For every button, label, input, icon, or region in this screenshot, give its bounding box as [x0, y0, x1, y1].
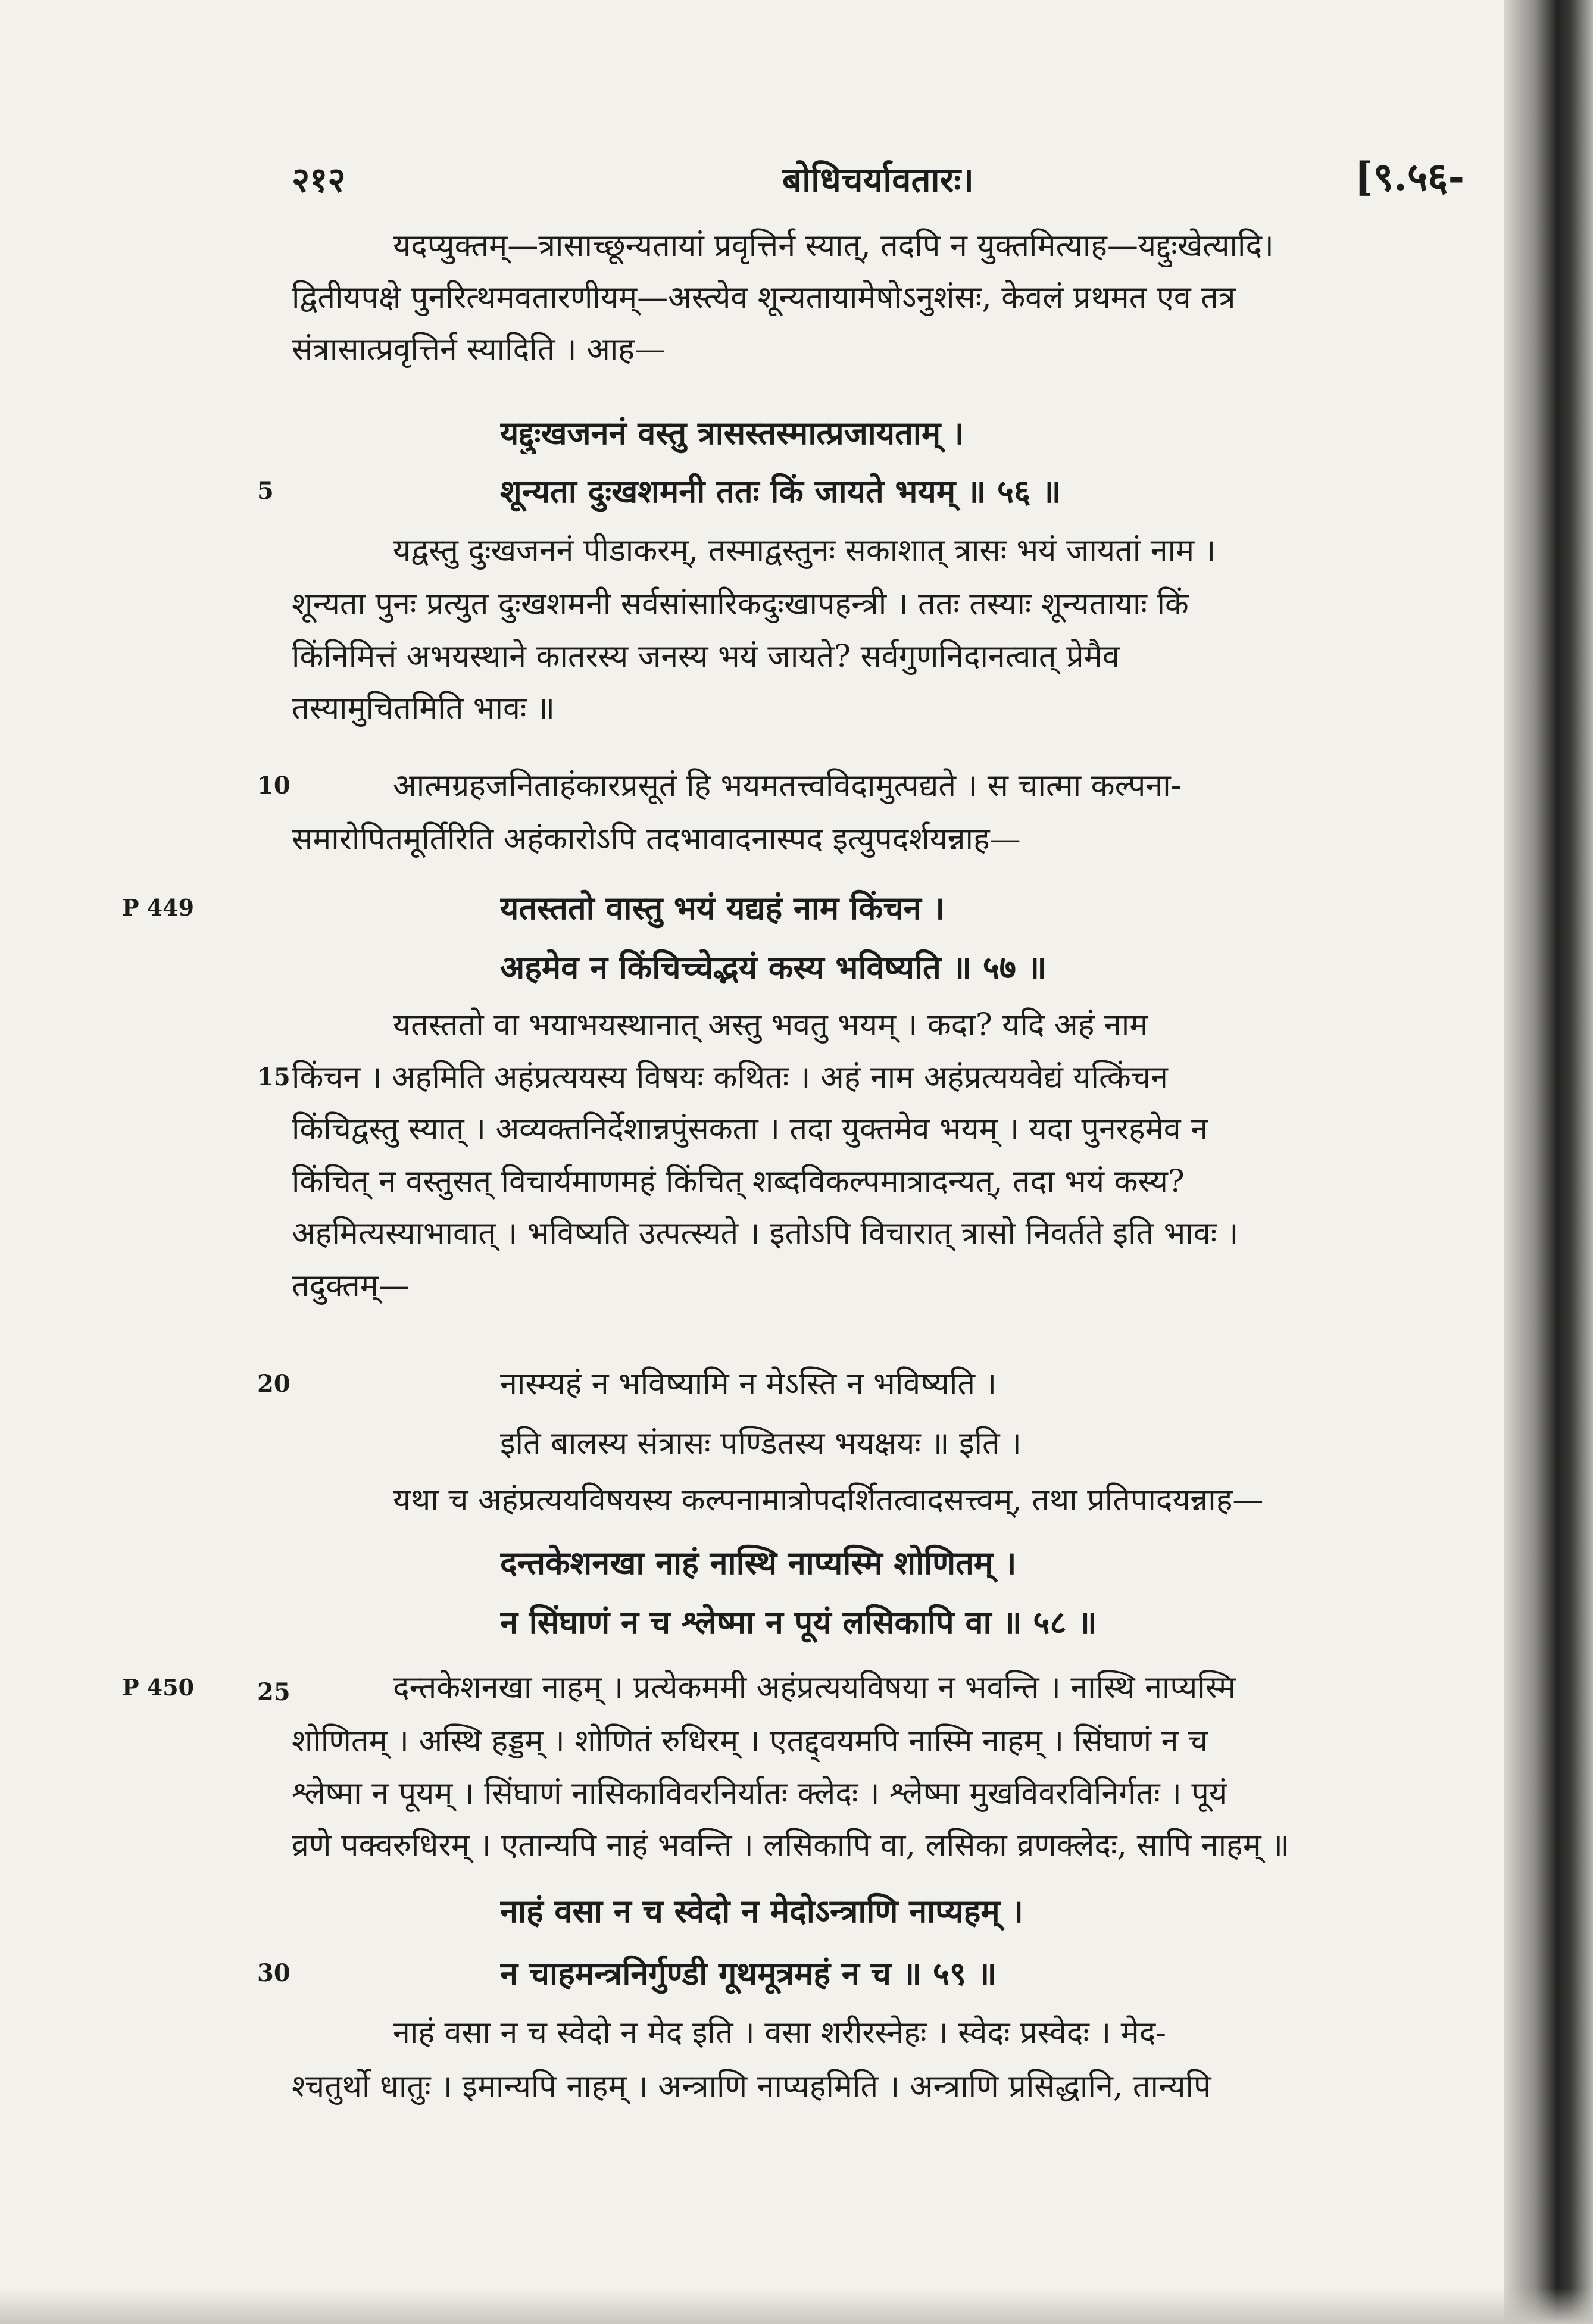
section-reference: [९.५६-	[1354, 154, 1464, 200]
text-line: समारोपितमूर्तिरिति अहंकारोऽपि तदभावादनास्पद इत्युपदर्शयन्नाह—	[292, 821, 1021, 857]
line-number: 10	[257, 771, 291, 799]
line-number: 20	[257, 1370, 291, 1398]
verse-line: नास्म्यहं न भविष्यामि न मेऽस्ति न भविष्यति ।	[500, 1366, 997, 1402]
text-line: व्रणे पक्वरुधिरम् । एतान्यपि नाहं भवन्ति । लसिकापि वा, लसिका व्रणक्लेदः, सापि नाहम् ॥	[292, 1828, 1290, 1863]
line-number: 25	[257, 1678, 291, 1706]
line-number: 15	[257, 1063, 291, 1091]
text-line: शून्यता पुनः प्रत्युत दुःखशमनी सर्वसांसारिकदुःखापहन्त्री । ततः तस्याः शून्यतायाः किं	[292, 586, 1189, 622]
text-line: श्चतुर्थो धातुः । इमान्यपि नाहम् । अन्त्राणि नाप्यहमिति । अन्त्राणि प्रसिद्धानि, तान्यपि	[292, 2069, 1211, 2104]
text-line: श्लेष्मा न पूयम् । सिंघाणं नासिकाविवरनिर्यातः क्लेदः । श्लेष्मा मुखविवरविनिर्गतः । पूयं	[292, 1776, 1227, 1811]
text-line: यतस्ततो वा भयाभयस्थानात् अस्तु भवतु भयम् । कदा? यदि अहं नाम	[393, 1007, 1148, 1043]
verse-line: शून्यता दुःखशमनी ततः किं जायते भयम् ॥ ५६ ॥	[500, 472, 1061, 510]
text-line: यथा च अहंप्रत्ययविषयस्य कल्पनामात्रोपदर्शितत्वादसत्त्वम्, तथा प्रतिपादयन्नाह—	[393, 1482, 1264, 1518]
text-line: किंचिद्वस्तु स्यात् । अव्यक्तनिर्देशान्नपुंसकता । तदा युक्तमेव भयम् । यदा पुनरहमेव न	[292, 1111, 1208, 1147]
text-line: दन्तकेशनखा नाहम् । प्रत्येकममी अहंप्रत्ययविषया न भवन्ति । नास्थि नाप्यस्मि	[393, 1670, 1236, 1705]
edition-page-ref: P 449	[122, 894, 195, 921]
verse-line: इति बालस्य संत्रासः पण्डितस्य भयक्षयः ॥ इति ।	[500, 1426, 1022, 1461]
text-line: नाहं वसा न च स्वेदो न मेद इति । वसा शरीरस्नेहः । स्वेदः प्रस्वेदः । मेद-	[393, 2015, 1166, 2051]
verse-line: न सिंघाणं न च श्लेष्मा न पूयं लसिकापि वा ॥ ५८ ॥	[500, 1603, 1097, 1641]
verse-line: अहमेव न किंचिच्चेद्भयं कस्य भविष्यति ॥ ५७ ॥	[500, 948, 1047, 986]
text-line: तदुक्तम्—	[292, 1268, 410, 1304]
text-line: शोणितम् । अस्थि हड्डम् । शोणितं रुधिरम् । एतद्द्वयमपि नास्मि नाहम् । सिंघाणं न च	[292, 1723, 1208, 1759]
text-line: यदप्युक्तम्—त्रासाच्छून्यतायां प्रवृत्तिर्न स्यात्, तदपि न युक्तमित्याह—यद्दुःखेत्यादि।	[393, 228, 1274, 264]
verse-line: न चाहमन्त्रनिर्गुण्डी गूथमूत्रमहं न च ॥ ५९ ॥	[500, 1954, 997, 1992]
text-line: यद्वस्तु दुःखजननं पीडाकरम्, तस्माद्वस्तुनः सकाशात् त्रासः भयं जायतां नाम ।	[393, 533, 1216, 568]
edition-page-ref: P 450	[122, 1674, 195, 1701]
text-line: किंचित् न वस्तुसत् विचार्यमाणमहं किंचित् शब्दविकल्पमात्रादन्यत्, तदा भयं कस्य?	[292, 1164, 1185, 1200]
text-line: द्वितीयपक्षे पुनरित्थमवतारणीयम्—अस्त्येव शून्यतायामेषोऽनुशंसः, केवलं प्रथमत एव तत्र	[292, 280, 1236, 316]
line-number: 5	[257, 477, 274, 505]
text-line: तस्यामुचितमिति भावः ॥	[292, 691, 555, 726]
text-line: किंनिमित्तं अभयस्थाने कातरस्य जनस्य भयं जायते? सर्वगुणनिदानत्वात् प्रेमैव	[292, 639, 1120, 674]
scan-bottom-shadow	[0, 2288, 1593, 2324]
scan-binding-shadow	[1504, 0, 1593, 2324]
running-title: बोधिचर्यावतारः।	[782, 160, 974, 200]
verse-line: यतस्ततो वास्तु भयं यद्यहं नाम किंचन ।	[500, 889, 945, 927]
verse-line: नाहं वसा न च स्वेदो न मेदोऽन्त्राणि नाप्यहम् ।	[500, 1892, 1023, 1930]
page-number: २१२	[292, 160, 346, 200]
page-header	[292, 149, 1464, 214]
verse-line: यद्दुःखजननं वस्तु त्रासस्तस्मात्प्रजायताम् ।	[500, 414, 964, 452]
text-line: आत्मग्रहजनिताहंकारप्रसूतं हि भयमतत्त्वविदामुत्पद्यते । स चात्मा कल्पना-	[393, 768, 1182, 804]
verse-line: दन्तकेशनखा नाहं नास्थि नाप्यस्मि शोणितम् ।	[500, 1544, 1017, 1582]
text-line: अहमित्यस्याभावात् । भविष्यति उत्पत्स्यते । इतोऽपि विचारात् त्रासो निवर्तते इति भावः ।	[292, 1216, 1239, 1251]
text-line: संत्रासात्प्रवृत्तिर्न स्यादिति । आह—	[292, 332, 666, 367]
text-line: किंचन । अहमिति अहंप्रत्ययस्य विषयः कथितः । अहं नाम अहंप्रत्ययवेद्यं यत्किंचन	[292, 1060, 1168, 1095]
line-number: 30	[257, 1959, 291, 1987]
